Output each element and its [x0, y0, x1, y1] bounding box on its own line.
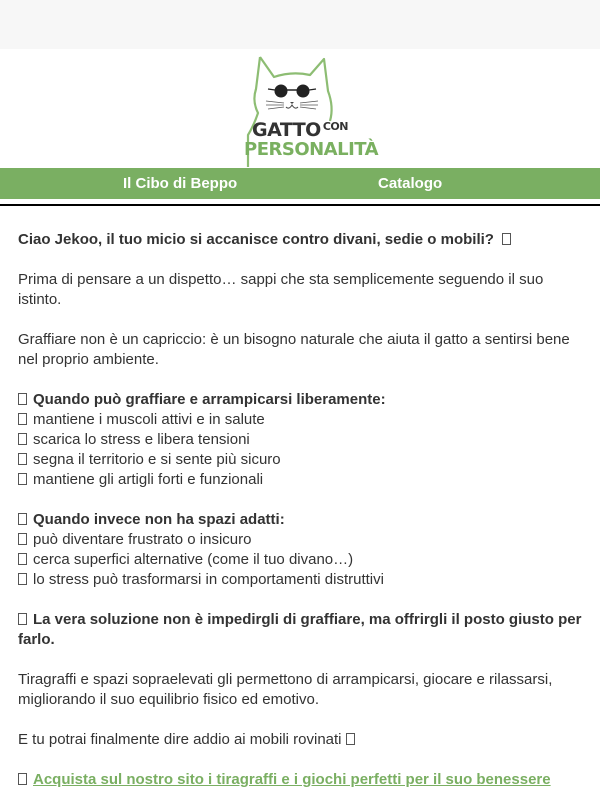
cta-line — [18, 770, 582, 790]
navbar — [0, 168, 600, 199]
emoji-placeholder-icon — [502, 233, 511, 245]
top-band — [0, 0, 600, 49]
emoji-placeholder-icon — [18, 433, 27, 445]
emoji-placeholder-icon — [18, 473, 27, 485]
greeting: Ciao Jekoo, il tuo micio si accanisce contro divani, sedie o mobili? — [18, 230, 582, 250]
problems-heading: Quando invece non ha spazi adatti: — [33, 511, 285, 528]
header — [0, 49, 600, 168]
problems-section — [18, 510, 582, 590]
emoji-placeholder-icon — [18, 453, 27, 465]
email-body — [0, 206, 600, 790]
emoji-placeholder-icon — [18, 513, 27, 525]
explanation-paragraph: Graffiare non è un capriccio: è un bisogno naturale che aiuta il gatto a sentirsi bene nel proprio ambiente. — [18, 331, 570, 368]
logo-title: GATTO $^{CON}$ — [252, 119, 348, 141]
benefits-heading: Quando può graffiare e arrampicarsi liberamente: — [33, 391, 386, 408]
benefits-section — [18, 390, 582, 490]
emoji-placeholder-icon — [18, 553, 27, 565]
list-item: può diventare frustrato o insicuro — [18, 530, 582, 550]
intro-paragraph: Prima di pensare a un dispetto… sappi che sta semplicemente seguendo il suo istinto. — [18, 271, 544, 308]
emoji-placeholder-icon — [18, 573, 27, 585]
list-item: segna il territorio e si sente più sicuro — [18, 450, 582, 470]
list-item: mantiene i muscoli attivi e in salute — [18, 410, 582, 430]
nav-link-il-cibo-di-beppo[interactable]: Il Cibo di Beppo — [123, 175, 238, 192]
list-item: mantiene gli artigli forti e funzionali — [18, 470, 582, 490]
emoji-placeholder-icon — [18, 533, 27, 545]
nav-link-catalogo[interactable]: Catalogo — [378, 175, 443, 192]
logo[interactable] — [244, 55, 379, 167]
list-item: lo stress può trasformarsi in comportamenti distruttivi — [18, 570, 582, 590]
emoji-placeholder-icon — [18, 773, 27, 785]
emoji-placeholder-icon — [18, 393, 27, 405]
emoji-placeholder-icon — [18, 413, 27, 425]
cta-link[interactable]: Acquista sul nostro sito i tiragraffi e i giochi perfetti per il suo benessere — [33, 771, 551, 788]
emoji-placeholder-icon — [346, 733, 355, 745]
logo-subtitle: PERSONALITÀ — [244, 139, 379, 160]
product-paragraph: Tiragraffi e spazi sopraelevati gli permettono di arrampicarsi, giocare e rilassarsi, migliorando il suo equilibrio fisico ed emotivo. — [18, 671, 553, 708]
closing-paragraph: E tu potrai finalmente dire addio ai mobili rovinati — [18, 730, 582, 750]
emoji-placeholder-icon — [18, 613, 27, 625]
solution-statement: La vera soluzione non è impedirgli di graffiare, ma offrirgli il posto giusto per farlo. — [18, 611, 582, 648]
list-item: scarica lo stress e libera tensioni — [18, 430, 582, 450]
list-item: cerca superfici alternative (come il tuo divano…) — [18, 550, 582, 570]
